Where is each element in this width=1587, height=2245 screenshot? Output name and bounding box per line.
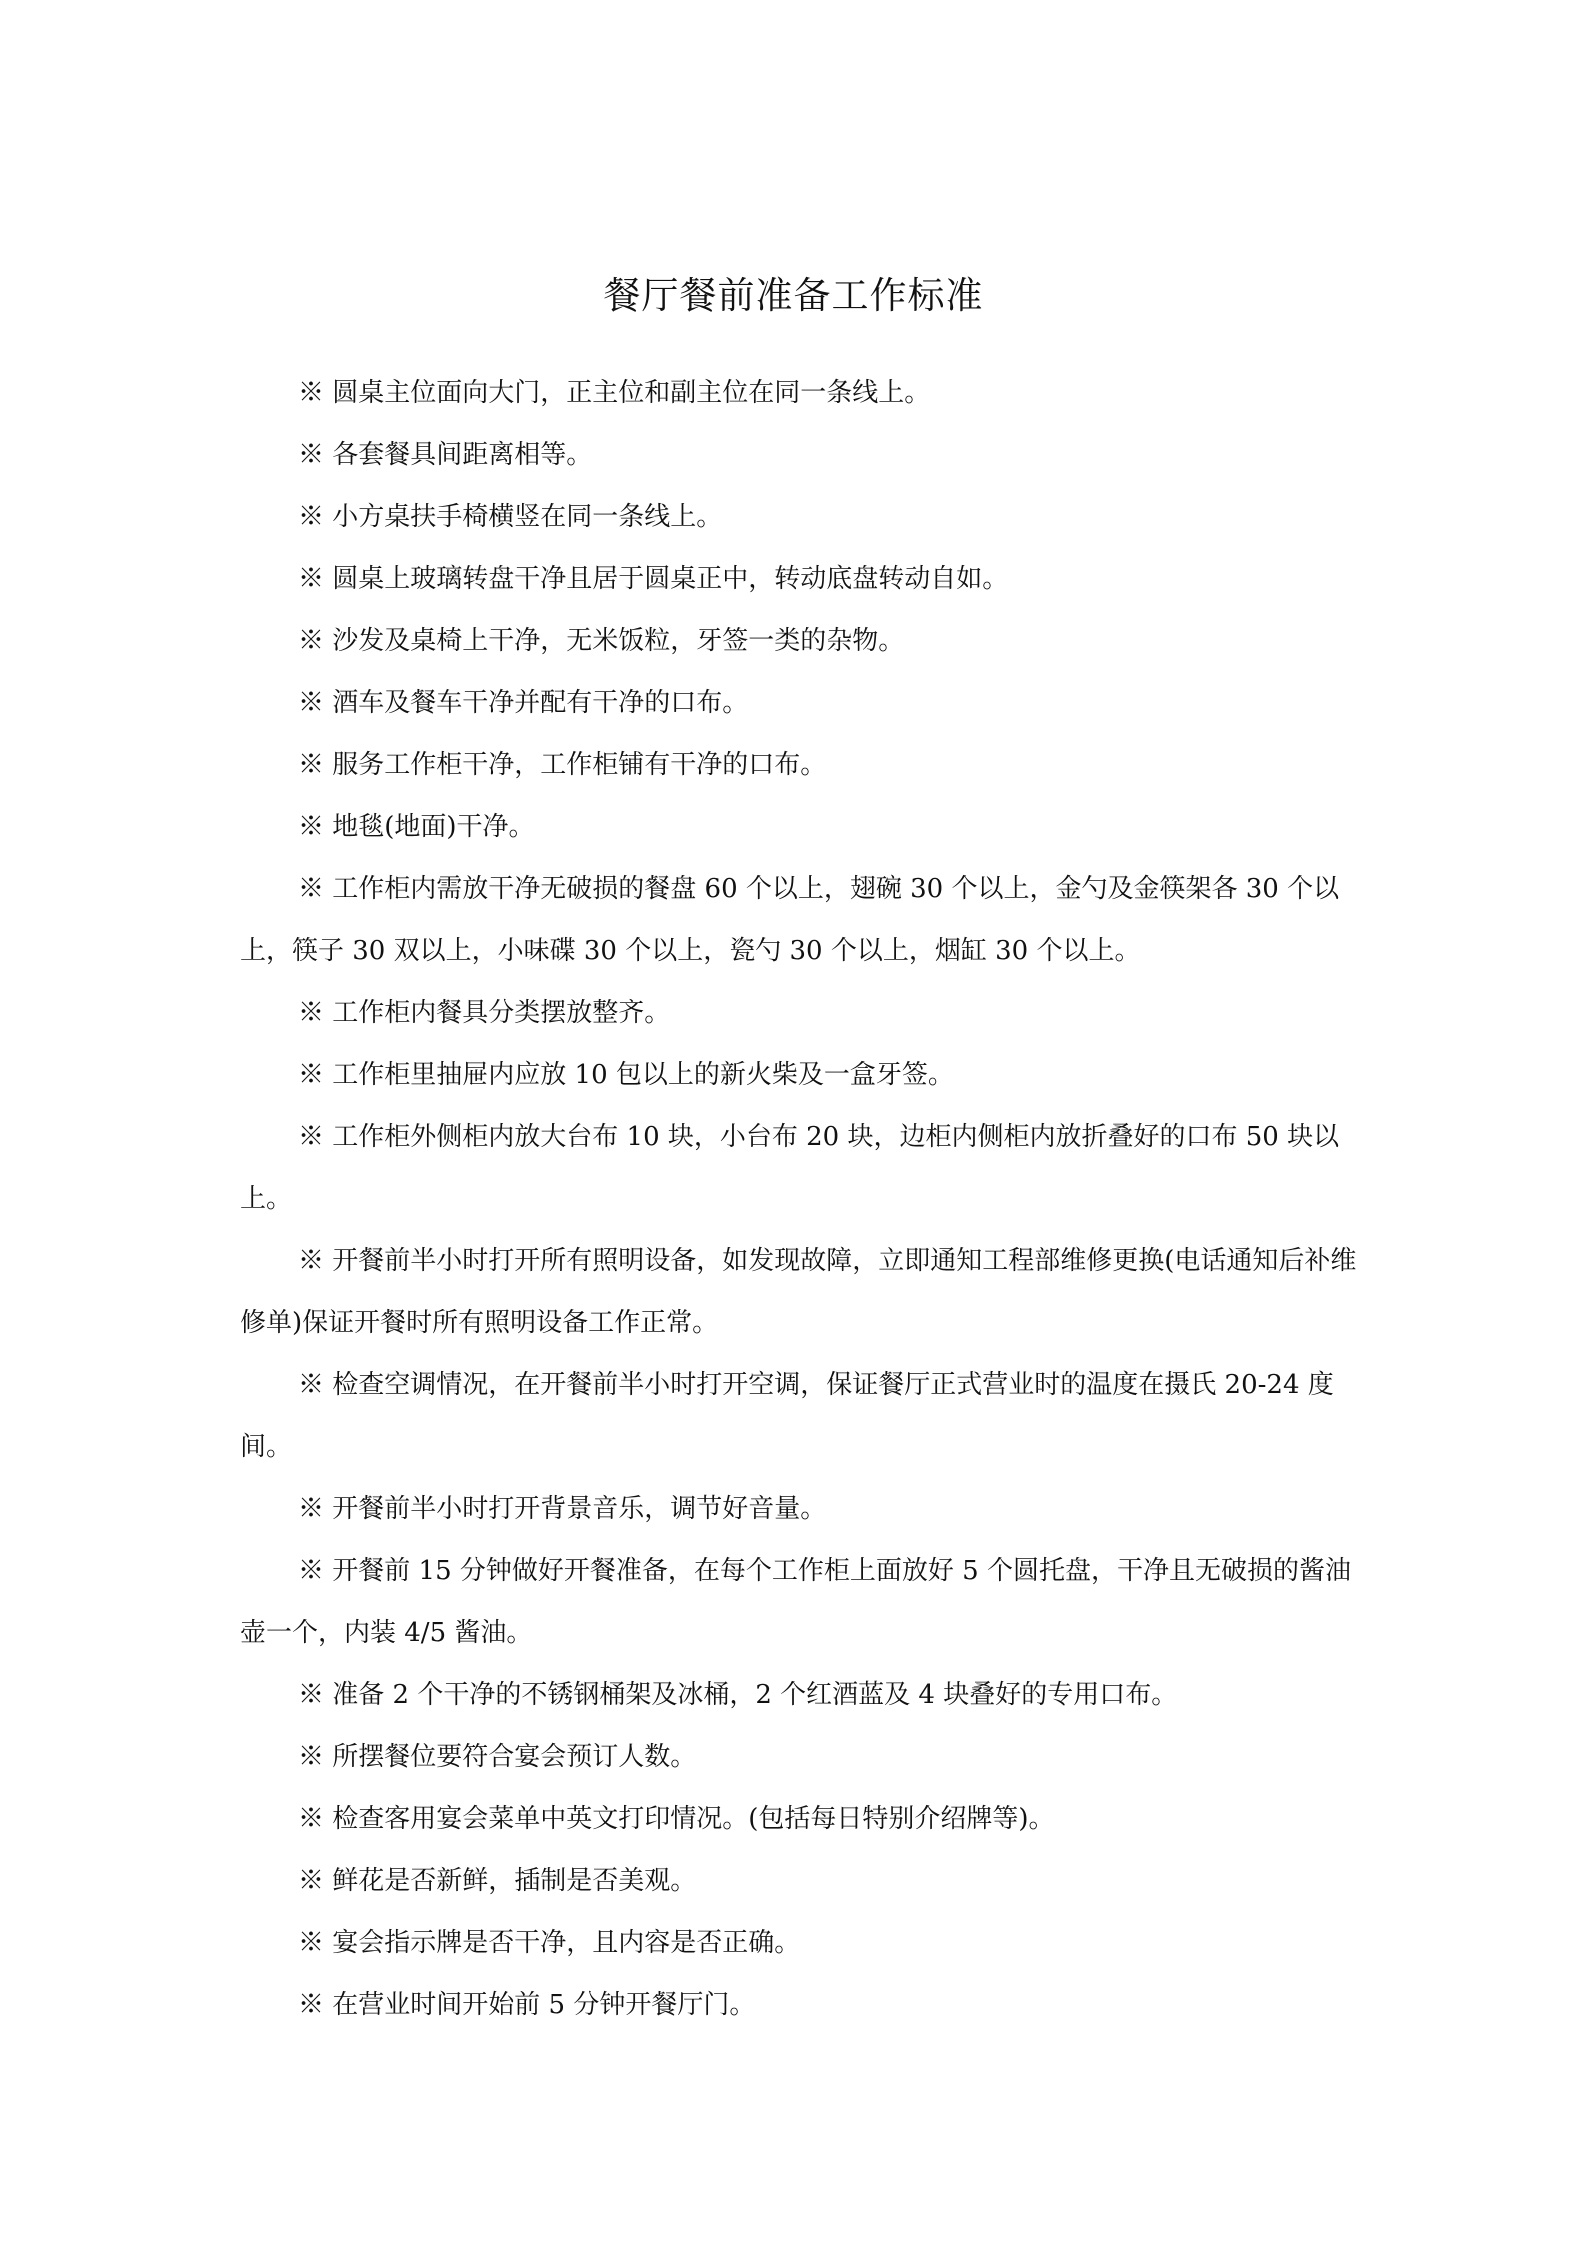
standard-item-13: ※ 开餐前半小时打开所有照明设备，如发现故障，立即通知工程部维修更换(电话通知后补维修单)保证开餐时所有照明设备工作正常。	[240, 1246, 1357, 1338]
standard-item-16: ※ 开餐前 15 分钟做好开餐准备，在每个工作柜上面放好 5 个圆托盘，干净且无破损的酱油壶一个，内装 4/5 酱油。	[240, 1556, 1351, 1648]
standard-item-15: ※ 开餐前半小时打开背景音乐，调节好音量。	[298, 1494, 827, 1524]
standard-item-12: ※ 工作柜外侧柜内放大台布 10 块，小台布 20 块，边柜内侧柜内放折叠好的口布 50 块以上。	[240, 1122, 1340, 1214]
document-title: 餐厅餐前准备工作标准	[603, 274, 984, 317]
standard-item-9: ※ 工作柜内需放干净无破损的餐盘 60 个以上，翅碗 30 个以上，金勺及金筷架各 30 个以上，筷子 30 双以上，小味碟 30 个以上，瓷勺 30 个以上，烟缸 30 个以上。	[240, 874, 1340, 966]
standard-item-6: ※ 酒车及餐车干净并配有干净的口布。	[298, 688, 749, 718]
standard-item-1: ※ 圆桌主位面向大门，正主位和副主位在同一条线上。	[298, 378, 931, 408]
standard-item-20: ※ 鲜花是否新鲜，插制是否美观。	[298, 1866, 697, 1896]
standard-item-5: ※ 沙发及桌椅上干净，无米饭粒，牙签一类的杂物。	[298, 626, 905, 656]
standard-item-18: ※ 所摆餐位要符合宴会预订人数。	[298, 1742, 697, 1772]
standard-item-10: ※ 工作柜内餐具分类摆放整齐。	[298, 998, 671, 1028]
standard-item-17: ※ 准备 2 个干净的不锈钢桶架及冰桶，2 个红酒蓝及 4 块叠好的专用口布。	[298, 1680, 1178, 1710]
standard-item-14: ※ 检查空调情况，在开餐前半小时打开空调，保证餐厅正式营业时的温度在摄氏 20-24 度间。	[240, 1370, 1334, 1462]
standards-list	[240, 362, 1360, 2036]
standard-item-11: ※ 工作柜里抽屉内应放 10 包以上的新火柴及一盒牙签。	[298, 1060, 954, 1090]
standard-item-4: ※ 圆桌上玻璃转盘干净且居于圆桌正中，转动底盘转动自如。	[298, 564, 1009, 594]
standard-item-2: ※ 各套餐具间距离相等。	[298, 440, 593, 470]
standard-item-22: ※ 在营业时间开始前 5 分钟开餐厅门。	[298, 1990, 756, 2020]
standard-item-7: ※ 服务工作柜干净，工作柜铺有干净的口布。	[298, 750, 827, 780]
standard-item-19: ※ 检查客用宴会菜单中英文打印情况。(包括每日特别介绍牌等)。	[298, 1804, 1055, 1834]
standard-item-8: ※ 地毯(地面)干净。	[298, 812, 535, 842]
standard-item-21: ※ 宴会指示牌是否干净，且内容是否正确。	[298, 1928, 801, 1958]
standard-item-3: ※ 小方桌扶手椅横竖在同一条线上。	[298, 502, 723, 532]
